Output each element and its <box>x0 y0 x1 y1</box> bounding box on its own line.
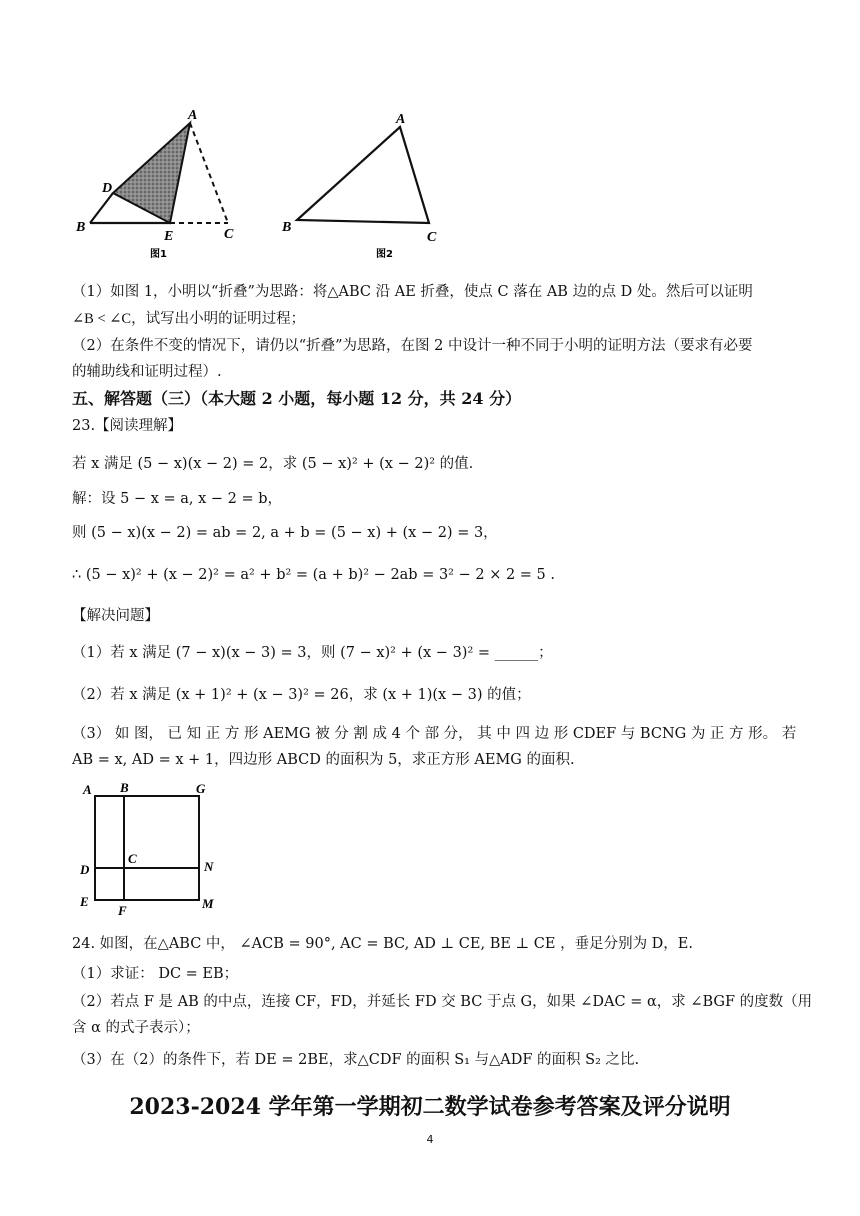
q23-part1: （1）若 x 满足 (7 − x)(x − 3) = 3，则 (7 − x)² + (x − 3)² = ______； <box>72 645 553 661</box>
q23-solution-intro: 解：设 5 − x = a, x − 2 = b， <box>72 491 283 507</box>
q23-solution-step: 则 (5 − x)(x − 2) = ab = 2, a + b = (5 − x) + (x − 2) = 3， <box>72 525 498 541</box>
answer-key-title: 2023-2024 学年第一学期初二数学试卷参考答案及评分说明 <box>129 1094 731 1120</box>
square-figure <box>70 778 230 918</box>
section-5-heading: 五、解答题（三）（本大题 2 小题，每小题 12 分，共 24 分） <box>72 389 522 408</box>
figure-1 <box>75 108 234 260</box>
q24-part2-line1: （2）若点 F 是 AB 的中点，连接 CF，FD，并延长 FD 交 BC 于点 G，如果 ∠DAC = α，求 ∠BGF 的度数（用 <box>72 994 813 1010</box>
q22-part1-line2: ∠B < ∠C，试写出小明的证明过程； <box>72 311 306 327</box>
label-e: E <box>164 229 174 244</box>
label-c: C <box>224 227 234 242</box>
q23-part3-line2: AB = x, AD = x + 1，四边形 ABCD 的面积为 5，求正方形 AEMG 的面积. <box>72 752 575 768</box>
label-c: C <box>128 851 137 866</box>
figure-1-caption: 图1 <box>150 249 167 260</box>
label-d: D <box>102 181 113 196</box>
q23-part3-line1: （3） 如 图， 已 知 正 方 形 AEMG 被 分 割 成 4 个 部 分， 其 中 四 边 形 CDEF 与 BCNG 为 正 方 形。 若 <box>72 726 797 742</box>
q22-part1-line1: （1）如图 1，小明以“折叠”为思路：将△ABC 沿 AE 折叠，使点 C 落在 AB 边的点 D 处。然后可以证明 <box>72 284 753 300</box>
q23-solution-result: ∴ (5 − x)² + (x − 2)² = a² + b² = (a + b)² − 2ab = 3² − 2 × 2 = 5 . <box>72 567 555 583</box>
q23-part2: （2）若 x 满足 (x + 1)² + (x − 3)² = 26，求 (x + 1)(x − 3) 的值； <box>72 687 531 703</box>
figures-1-2 <box>60 95 480 275</box>
label-m: M <box>202 896 214 911</box>
figure-2-caption: 图2 <box>376 249 393 260</box>
q22-part2-line1: （2）在条件不变的情况下，请仍以“折叠”为思路，在图 2 中设计一种不同于小明的证明方法（要求有必要 <box>72 338 753 354</box>
q24-part3: （3）在（2）的条件下，若 DE = 2BE，求△CDF 的面积 S₁ 与△ADF 的面积 S₂ 之比. <box>72 1052 640 1068</box>
label-e: E <box>80 894 89 909</box>
triangle-abc <box>297 127 429 223</box>
page-number: 4 <box>426 1133 434 1146</box>
label-n: N <box>204 859 214 874</box>
q24-intro: 24. 如图，在△ABC 中， ∠ACB = 90°, AC = BC, AD ⊥ CE, BE ⊥ CE ，垂足分别为 D，E. <box>72 936 693 952</box>
q22-part2-line2: 的辅助线和证明过程）. <box>72 364 222 380</box>
label-b: B <box>76 220 86 235</box>
label-a: A <box>188 108 198 123</box>
q23-solve-heading: 【解决问题】 <box>72 608 159 624</box>
label-c: C <box>427 230 437 245</box>
q24-part1: （1）求证： DC = EB； <box>72 966 239 982</box>
label-b: B <box>120 780 129 795</box>
q24-part2-line2: 含 α 的式子表示）； <box>72 1020 200 1036</box>
label-b: B <box>282 220 292 235</box>
q23-given: 若 x 满足 (5 − x)(x − 2) = 2，求 (5 − x)² + (x − 2)² 的值. <box>72 456 474 472</box>
shaded-triangle <box>113 123 190 223</box>
label-d: D <box>80 862 90 877</box>
figure-2 <box>281 112 437 260</box>
q23-number: 23.【阅读理解】 <box>72 418 183 434</box>
label-a: A <box>83 782 92 797</box>
label-g: G <box>196 781 206 796</box>
label-f: F <box>118 903 127 918</box>
label-a: A <box>396 112 406 127</box>
